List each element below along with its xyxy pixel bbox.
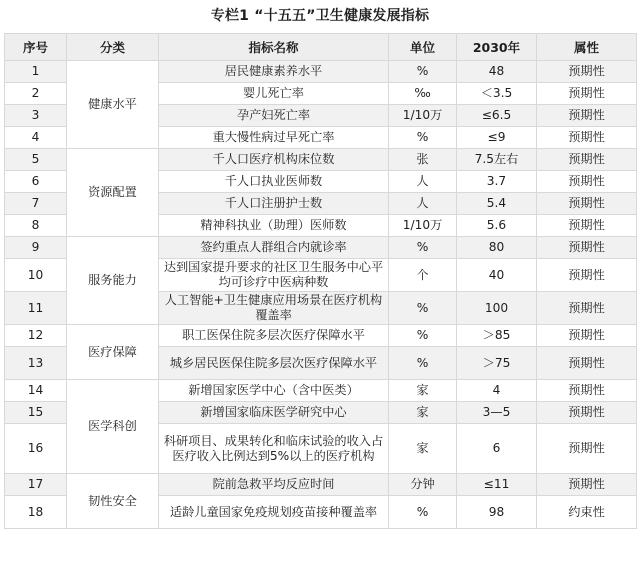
category-cell: 医学科创 bbox=[67, 380, 159, 474]
indicator-name: 人工智能+卫生健康应用场景在医疗机构覆盖率 bbox=[159, 292, 389, 325]
attribute-cell: 预期性 bbox=[537, 149, 637, 171]
category-cell: 健康水平 bbox=[67, 61, 159, 149]
attribute-cell: 预期性 bbox=[537, 83, 637, 105]
unit-cell: 个 bbox=[389, 259, 457, 292]
row-no: 4 bbox=[5, 127, 67, 149]
attribute-cell: 约束性 bbox=[537, 496, 637, 529]
unit-cell: 人 bbox=[389, 171, 457, 193]
row-no: 14 bbox=[5, 380, 67, 402]
unit-cell: % bbox=[389, 292, 457, 325]
indicator-name: 科研项目、成果转化和临床试验的收入占医疗收入比例达到5%以上的医疗机构 bbox=[159, 424, 389, 474]
indicator-name: 职工医保住院多层次医疗保障水平 bbox=[159, 325, 389, 347]
unit-cell: 家 bbox=[389, 424, 457, 474]
target-2030-cell: ≤11 bbox=[457, 474, 537, 496]
row-no: 17 bbox=[5, 474, 67, 496]
header-indicator-name: 指标名称 bbox=[159, 34, 389, 61]
row-no: 7 bbox=[5, 193, 67, 215]
category-cell: 医疗保障 bbox=[67, 325, 159, 380]
target-2030-cell: 48 bbox=[457, 61, 537, 83]
header-attribute: 属性 bbox=[537, 34, 637, 61]
target-2030-cell: 80 bbox=[457, 237, 537, 259]
header-row bbox=[5, 34, 637, 61]
unit-cell: 分钟 bbox=[389, 474, 457, 496]
attribute-cell: 预期性 bbox=[537, 171, 637, 193]
unit-cell: % bbox=[389, 237, 457, 259]
unit-cell: 1/10万 bbox=[389, 105, 457, 127]
target-2030-cell: 40 bbox=[457, 259, 537, 292]
header-category: 分类 bbox=[67, 34, 159, 61]
attribute-cell: 预期性 bbox=[537, 380, 637, 402]
row-no: 12 bbox=[5, 325, 67, 347]
row-no: 8 bbox=[5, 215, 67, 237]
attribute-cell: 预期性 bbox=[537, 325, 637, 347]
target-2030-cell: 3—5 bbox=[457, 402, 537, 424]
table-row bbox=[5, 325, 637, 347]
indicator-name: 千人口医疗机构床位数 bbox=[159, 149, 389, 171]
target-2030-cell: ＞85 bbox=[457, 325, 537, 347]
unit-cell: 人 bbox=[389, 193, 457, 215]
attribute-cell: 预期性 bbox=[537, 347, 637, 380]
indicator-name: 新增国家医学中心（含中医类） bbox=[159, 380, 389, 402]
table-row bbox=[5, 149, 637, 171]
row-no: 16 bbox=[5, 424, 67, 474]
attribute-cell: 预期性 bbox=[537, 105, 637, 127]
indicator-name: 城乡居民医保住院多层次医疗保障水平 bbox=[159, 347, 389, 380]
attribute-cell: 预期性 bbox=[537, 61, 637, 83]
row-no: 1 bbox=[5, 61, 67, 83]
indicator-name: 精神科执业（助理）医师数 bbox=[159, 215, 389, 237]
row-no: 13 bbox=[5, 347, 67, 380]
target-2030-cell: ＜3.5 bbox=[457, 83, 537, 105]
row-no: 10 bbox=[5, 259, 67, 292]
header-unit: 单位 bbox=[389, 34, 457, 61]
attribute-cell: 预期性 bbox=[537, 474, 637, 496]
row-no: 18 bbox=[5, 496, 67, 529]
target-2030-cell: ≤6.5 bbox=[457, 105, 537, 127]
unit-cell: % bbox=[389, 347, 457, 380]
indicator-name: 达到国家提升要求的社区卫生服务中心平均可诊疗中医病种数 bbox=[159, 259, 389, 292]
row-no: 6 bbox=[5, 171, 67, 193]
attribute-cell: 预期性 bbox=[537, 292, 637, 325]
unit-cell: % bbox=[389, 325, 457, 347]
row-no: 2 bbox=[5, 83, 67, 105]
category-cell: 韧性安全 bbox=[67, 474, 159, 529]
attribute-cell: 预期性 bbox=[537, 215, 637, 237]
unit-cell: 家 bbox=[389, 380, 457, 402]
indicator-name: 千人口注册护士数 bbox=[159, 193, 389, 215]
indicators-table bbox=[4, 33, 637, 529]
row-no: 11 bbox=[5, 292, 67, 325]
indicator-name: 孕产妇死亡率 bbox=[159, 105, 389, 127]
unit-cell: % bbox=[389, 127, 457, 149]
header-target-2030: 2030年 bbox=[457, 34, 537, 61]
row-no: 15 bbox=[5, 402, 67, 424]
unit-cell: % bbox=[389, 61, 457, 83]
row-no: 3 bbox=[5, 105, 67, 127]
indicator-name: 千人口执业医师数 bbox=[159, 171, 389, 193]
unit-cell: 家 bbox=[389, 402, 457, 424]
category-cell: 资源配置 bbox=[67, 149, 159, 237]
attribute-cell: 预期性 bbox=[537, 127, 637, 149]
target-2030-cell: ＞75 bbox=[457, 347, 537, 380]
header-no: 序号 bbox=[5, 34, 67, 61]
row-no: 9 bbox=[5, 237, 67, 259]
attribute-cell: 预期性 bbox=[537, 402, 637, 424]
unit-cell: 1/10万 bbox=[389, 215, 457, 237]
indicator-name: 适龄儿童国家免疫规划疫苗接种覆盖率 bbox=[159, 496, 389, 529]
table-title: 专栏1 “十五五”卫生健康发展指标 bbox=[210, 8, 430, 24]
target-2030-cell: 5.4 bbox=[457, 193, 537, 215]
table-row bbox=[5, 237, 637, 259]
row-no: 5 bbox=[5, 149, 67, 171]
category-cell: 服务能力 bbox=[67, 237, 159, 325]
target-2030-cell: 7.5左右 bbox=[457, 149, 537, 171]
indicator-name: 重大慢性病过早死亡率 bbox=[159, 127, 389, 149]
target-2030-cell: 100 bbox=[457, 292, 537, 325]
target-2030-cell: 6 bbox=[457, 424, 537, 474]
target-2030-cell: 3.7 bbox=[457, 171, 537, 193]
target-2030-cell: 5.6 bbox=[457, 215, 537, 237]
table-row bbox=[5, 61, 637, 83]
target-2030-cell: ≤9 bbox=[457, 127, 537, 149]
indicator-name: 居民健康素养水平 bbox=[159, 61, 389, 83]
unit-cell: ‰ bbox=[389, 83, 457, 105]
target-2030-cell: 4 bbox=[457, 380, 537, 402]
table-row bbox=[5, 474, 637, 496]
target-2030-cell: 98 bbox=[457, 496, 537, 529]
attribute-cell: 预期性 bbox=[537, 259, 637, 292]
indicator-name: 院前急救平均反应时间 bbox=[159, 474, 389, 496]
indicator-name: 新增国家临床医学研究中心 bbox=[159, 402, 389, 424]
attribute-cell: 预期性 bbox=[537, 237, 637, 259]
unit-cell: 张 bbox=[389, 149, 457, 171]
table-row bbox=[5, 380, 637, 402]
indicator-name: 签约重点人群组合内就诊率 bbox=[159, 237, 389, 259]
attribute-cell: 预期性 bbox=[537, 424, 637, 474]
attribute-cell: 预期性 bbox=[537, 193, 637, 215]
unit-cell: % bbox=[389, 496, 457, 529]
indicator-name: 婴儿死亡率 bbox=[159, 83, 389, 105]
